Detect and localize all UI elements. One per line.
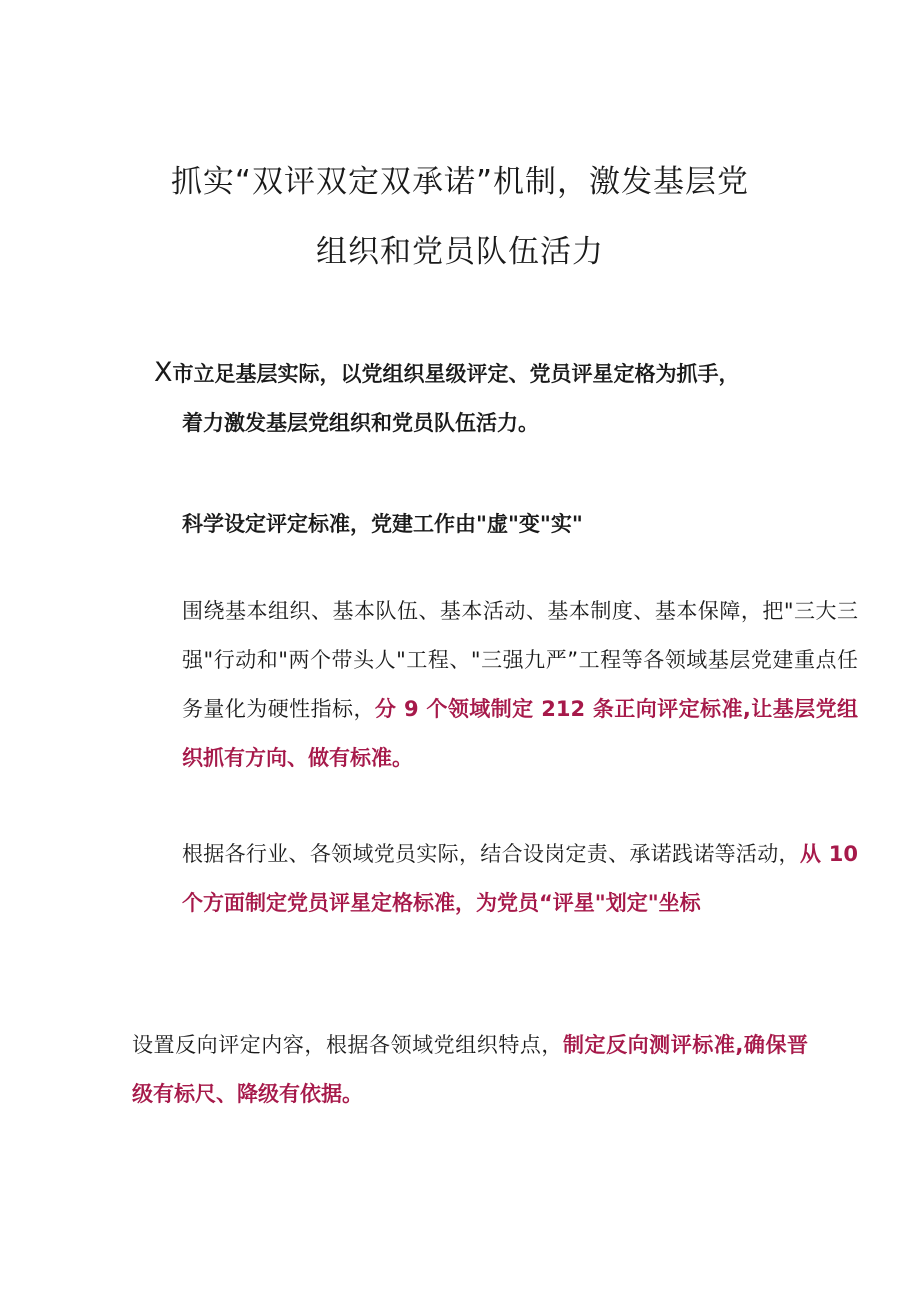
paragraph-standards-text: 围绕基本组织、基本队伍、基本活动、基本制度、基本保障，把"三大三强"行动和"两个带头人"工程、"三强九严”工程等各领域基层党建重点任务量化为硬性指标， xyxy=(182,599,858,721)
intro-line2: 着力激发基层党组织和党员队伍活力。 xyxy=(182,411,539,435)
paragraph-reverse-evaluation-highlight: 制定反向测评标准,确保晋级有标尺、降级有依据。 xyxy=(132,1033,808,1106)
paragraph-standards xyxy=(132,587,858,783)
paragraph-member-rating-highlight: 从 10 个方面制定党员评星定格标准，为党员“评星"划定"坐标 xyxy=(182,842,858,915)
paragraph-standards-highlight: 分 9 个领域制定 212 条正向评定标准,让基层党组织抓有方向、做有标准。 xyxy=(182,697,859,770)
paragraph-reverse-evaluation xyxy=(132,1021,808,1119)
intro-city-placeholder: X xyxy=(154,357,173,388)
doc-title-line1: 抓实“双评双定双承诺”机制，激发基层党 xyxy=(170,164,750,200)
paragraph-member-rating xyxy=(132,830,858,928)
paragraph-member-rating-text: 根据各行业、各领域党员实际，结合设岗定责、承诺践诺等活动， xyxy=(182,842,800,866)
intro-paragraph xyxy=(132,348,822,448)
doc-title-line2: 组织和党员队伍活力 xyxy=(316,234,604,270)
paragraph-reverse-evaluation-text: 设置反向评定内容，根据各领域党组织特点， xyxy=(132,1033,563,1057)
intro-line1-text: 市立足基层实际，以党组织星级评定、党员评星定格为抓手， xyxy=(172,362,740,386)
section-heading: 科学设定评定标准，党建工作由"虚"变"实" xyxy=(182,512,583,536)
intro-line1 xyxy=(132,348,822,399)
